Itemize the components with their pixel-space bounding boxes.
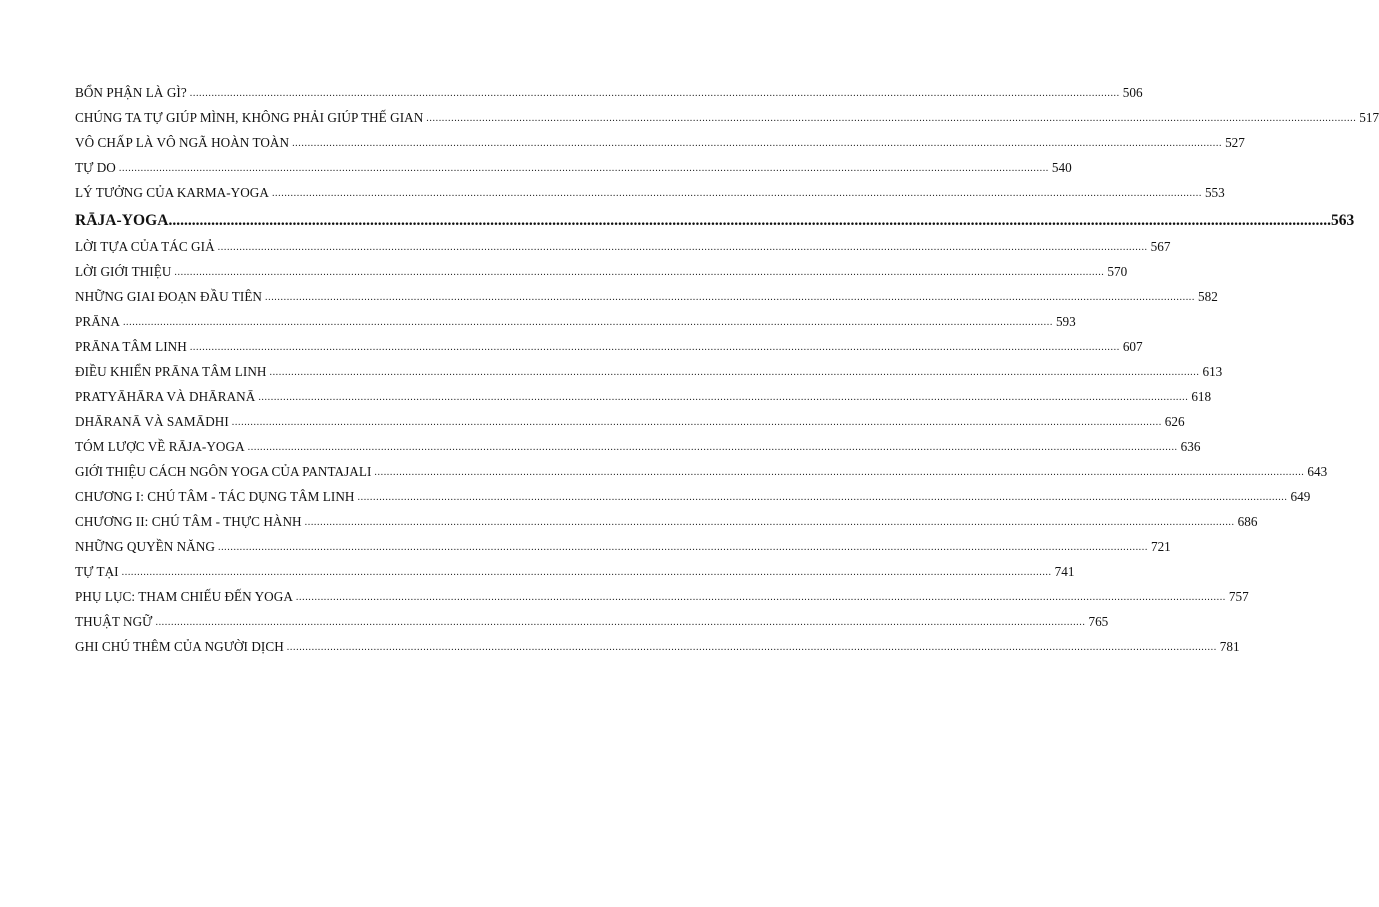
toc-entry[interactable]: [75, 605, 1109, 630]
dot-leader: ............................................................................................................................................................................................................................................................................................................: [118, 163, 1049, 174]
toc-section-heading[interactable]: [75, 201, 1355, 230]
dot-leader: ............................................................................................................................................................................................................................................................................................................: [217, 242, 1148, 253]
toc-entry-title: CHƯƠNG I: CHÚ TÂM - TÁC DỤNG TÂM LINH: [75, 489, 355, 504]
toc-entry-page-number: 757: [1228, 589, 1249, 604]
toc-entry-title: LỜI TỰA CỦA TÁC GIẢ: [75, 239, 215, 254]
toc-entry-title: LỜI GIỚI THIỆU: [75, 264, 172, 279]
toc-entry-title: RĀJA-YOGA: [75, 212, 169, 229]
toc-entry-title: TỰ TẠI: [75, 564, 119, 579]
toc-entry[interactable]: [75, 630, 1240, 655]
toc-entry-page-number: 540: [1051, 160, 1072, 175]
toc-entry-page-number: 643: [1307, 464, 1328, 479]
toc-entry-title: TỰ DO: [75, 160, 116, 175]
toc-entry-page-number: 570: [1107, 264, 1128, 279]
toc-entry[interactable]: [75, 380, 1212, 405]
toc-entry-page-number: 582: [1198, 289, 1218, 304]
toc-entry-page-number: 607: [1122, 339, 1143, 354]
toc-entry-page-number: 517: [1359, 110, 1379, 125]
toc-entry[interactable]: [75, 76, 1143, 101]
toc-entry-page-number: 553: [1204, 185, 1225, 200]
dot-leader: ............................................................................................................................................................................................................................................................................................................: [265, 292, 1195, 303]
toc-entry-page-number: 506: [1122, 85, 1143, 100]
toc-entry[interactable]: [75, 480, 1311, 505]
dot-leader: ............................................................................................................................................................................................................................................................................................................: [304, 517, 1235, 528]
toc-entry[interactable]: [75, 580, 1249, 605]
toc-entry[interactable]: [75, 280, 1218, 305]
dot-leader: ............................................................................................................................................................................................................................................................................................................: [155, 617, 1086, 628]
toc-entry[interactable]: [75, 126, 1245, 151]
dot-leader: ............................................................................................................................................................................................................................................................................................................: [271, 188, 1202, 199]
toc-entry[interactable]: [75, 530, 1171, 555]
toc-entry[interactable]: [75, 455, 1328, 480]
dot-leader: ............................................................................................................................................................................................................................................................................................................: [247, 442, 1178, 453]
toc-entry-title: NHỮNG QUYỀN NĂNG: [75, 539, 215, 554]
dot-leader: ............................................................................................................................................................................................................................................................................................................: [286, 642, 1217, 653]
toc-entry-page-number: 613: [1202, 364, 1223, 379]
dot-leader: ............................................................................................................................................................................................................................................................................................................: [189, 88, 1120, 99]
dot-leader: ............................................................................................................................................................................................................................................................................................................: [357, 492, 1288, 503]
toc-entry-title: VÔ CHẤP LÀ VÔ NGÃ HOÀN TOÀN: [75, 135, 290, 150]
toc-entry-page-number: 781: [1219, 639, 1240, 654]
toc-entry-page-number: 567: [1150, 239, 1171, 254]
toc-entry[interactable]: [75, 176, 1225, 201]
toc-entry-title: CHƯƠNG II: CHÚ TÂM - THỰC HÀNH: [75, 514, 302, 529]
dot-leader: ............................................................................................................................................................................................................................................................................................................: [168, 212, 1331, 229]
toc-entry-title: LÝ TƯỞNG CỦA KARMA-YOGA: [75, 185, 269, 200]
toc-entry-title: PHỤ LỤC: THAM CHIẾU ĐẾN YOGA: [75, 589, 293, 604]
toc-entry-page-number: 765: [1088, 614, 1109, 629]
toc-entry-title: GIỚI THIỆU CÁCH NGÔN YOGA CỦA PANTAJALI: [75, 464, 372, 479]
dot-leader: ............................................................................................................................................................................................................................................................................................................: [374, 467, 1305, 478]
toc-entry-page-number: 593: [1055, 314, 1076, 329]
toc-entry-title: TÓM LƯỢC VỀ RĀJA-YOGA: [75, 439, 245, 454]
toc-entry-title: PRĀNA: [75, 314, 120, 329]
toc-entry-title: NHỮNG GIAI ĐOẠN ĐẦU TIÊN: [75, 289, 262, 304]
toc-entry-page-number: 636: [1180, 439, 1201, 454]
dot-leader: ............................................................................................................................................................................................................................................................................................................: [292, 138, 1223, 149]
toc-entry-page-number: 618: [1191, 389, 1212, 404]
dot-leader: ............................................................................................................................................................................................................................................................................................................: [269, 367, 1200, 378]
toc-entry[interactable]: [75, 101, 1379, 126]
toc-entry-page-number: 649: [1290, 489, 1311, 504]
toc-entry-title: CHÚNG TA TỰ GIÚP MÌNH, KHÔNG PHẢI GIÚP THẾ GIAN: [75, 110, 424, 125]
toc-entry-page-number: 741: [1054, 564, 1075, 579]
toc-entry[interactable]: [75, 330, 1143, 355]
toc-entry-title: DHĀRANĀ VÀ SAMĀDHI: [75, 414, 229, 429]
table-of-contents: [75, 76, 1379, 655]
toc-entry[interactable]: [75, 355, 1223, 380]
toc-entry[interactable]: [75, 555, 1075, 580]
toc-entry-title: THUẬT NGỮ: [75, 614, 153, 629]
toc-entry-page-number: 563: [1330, 212, 1355, 229]
dot-leader: ............................................................................................................................................................................................................................................................................................................: [258, 392, 1189, 403]
toc-entry-page-number: 721: [1150, 539, 1171, 554]
toc-entry-title: PRĀNA TÂM LINH: [75, 339, 187, 354]
toc-entry-page-number: 527: [1225, 135, 1245, 150]
dot-leader: ............................................................................................................................................................................................................................................................................................................: [295, 592, 1226, 603]
dot-leader: ............................................................................................................................................................................................................................................................................................................: [174, 267, 1105, 278]
dot-leader: ............................................................................................................................................................................................................................................................................................................: [231, 417, 1162, 428]
toc-entry-title: ĐIỀU KHIỂN PRĀNA TÂM LINH: [75, 364, 267, 379]
dot-leader: ............................................................................................................................................................................................................................................................................................................: [189, 342, 1120, 353]
toc-entry[interactable]: [75, 430, 1201, 455]
toc-entry[interactable]: [75, 230, 1171, 255]
toc-entry-page-number: 626: [1164, 414, 1185, 429]
dot-leader: ............................................................................................................................................................................................................................................................................................................: [122, 317, 1053, 328]
dot-leader: ............................................................................................................................................................................................................................................................................................................: [121, 567, 1052, 578]
toc-entry[interactable]: [75, 151, 1072, 176]
dot-leader: ............................................................................................................................................................................................................................................................................................................: [217, 542, 1148, 553]
toc-entry[interactable]: [75, 505, 1258, 530]
toc-entry-title: BỔN PHẬN LÀ GÌ?: [75, 85, 187, 100]
toc-entry-page-number: 686: [1237, 514, 1258, 529]
toc-entry[interactable]: [75, 405, 1185, 430]
toc-entry[interactable]: [75, 255, 1128, 280]
toc-entry-title: GHI CHÚ THÊM CỦA NGƯỜI DỊCH: [75, 639, 284, 654]
toc-entry-title: PRATYĀHĀRA VÀ DHĀRANĀ: [75, 389, 256, 404]
dot-leader: ............................................................................................................................................................................................................................................................................................................: [426, 113, 1357, 124]
toc-entry[interactable]: [75, 305, 1076, 330]
